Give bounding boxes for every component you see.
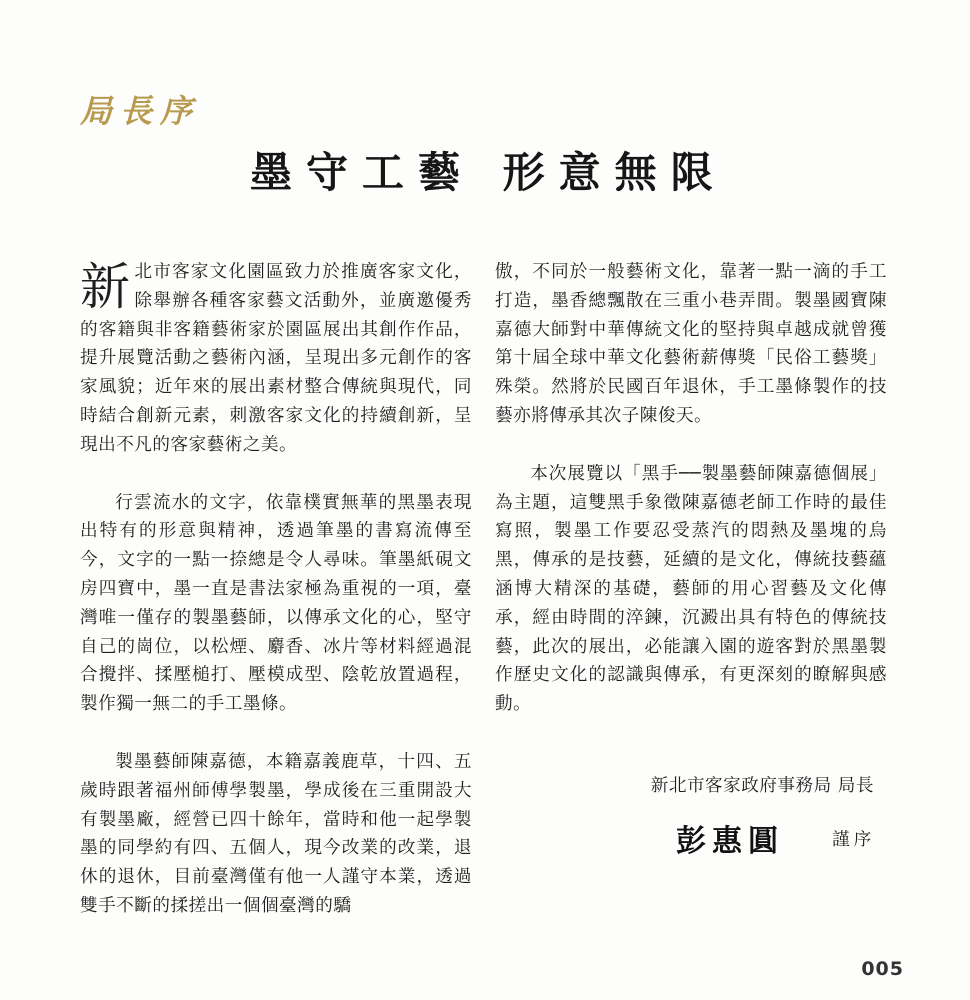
signature-suffix: 謹序	[832, 830, 876, 850]
section-label: 局長序	[80, 92, 201, 130]
left-column	[80, 258, 472, 950]
page-title: 墨守工藝 形意無限	[250, 148, 727, 197]
paragraph-intro	[80, 258, 472, 460]
paragraph-intro-text: 北市客家文化園區致力於推廣客家文化，除舉辦各種客家藝文活動外，並廣邀優秀的客籍與非客籍藝術家於園區展出其創作作品，提升展覽活動之藝術內涵，呈現出多元創作的客家風貌；近年來的展出素材整合傳統與現代，同時結合創新元素，刺激客家文化的持續創新，呈現出不凡的客家藝術之美。	[80, 262, 472, 455]
paragraph-ink-tradition: 行雲流水的文字，依靠樸實無華的黑墨表現出特有的形意與精神，透過筆墨的書寫流傳至今，文字的一點一捺總是令人尋味。筆墨紙硯文房四寶中，墨一直是書法家極為重視的一項，臺灣唯一僅存的製墨藝師，以傳承文化的心，堅守自己的崗位，以松煙、麝香、冰片等材料經過混合攪拌、揉壓槌打、壓模成型、陰乾放置過程，製作獨一無二的手工墨條。	[80, 492, 472, 715]
signature-name: 彭惠圓	[676, 824, 784, 859]
page-number: 005	[861, 958, 904, 980]
paragraph-exhibition: 本次展覽以「黑手──製墨藝師陳嘉德個展」為主題，這雙黑手象徵陳嘉德老師工作時的最佳寫照，製墨工作要忍受蒸汽的悶熱及墨塊的烏黑，傳承的是技藝，延續的是文化，傳統技藝蘊涵博大精深的基礎，藝師的用心習藝及文化傳承，經由時間的淬鍊，沉澱出具有特色的傳統技藝，此次的展出，必能讓入園的遊客對於黑墨製作歷史文化的認識與傳承，有更深刻的瞭解與感動。	[495, 463, 887, 715]
signature-organization: 新北市客家政府事務局 局長	[650, 776, 874, 796]
paragraph-artisan-bio-continued: 傲，不同於一般藝術文化，靠著一點一滴的手工打造，墨香總飄散在三重小巷弄間。製墨國寶陳嘉德大師對中華傳統文化的堅持與卓越成就曾獲第十屆全球中華文化藝術薪傳獎「民俗工藝獎」殊榮。然將於民國百年退休，手工墨條製作的技藝亦將傳承其次子陳俊天。	[495, 262, 887, 426]
right-column	[495, 258, 887, 748]
drop-cap: 新	[80, 258, 131, 316]
paragraph-artisan-bio: 製墨藝師陳嘉德，本籍嘉義鹿草，十四、五歲時跟著福州師傅學製墨，學成後在三重開設大有製墨廠，經營已四十餘年，當時和他一起學製墨的同學約有四、五個人，現今改業的改業，退休的退休，目前臺灣僅有他一人謹守本業，透過雙手不斷的揉搓出一個個臺灣的驕	[80, 751, 472, 916]
